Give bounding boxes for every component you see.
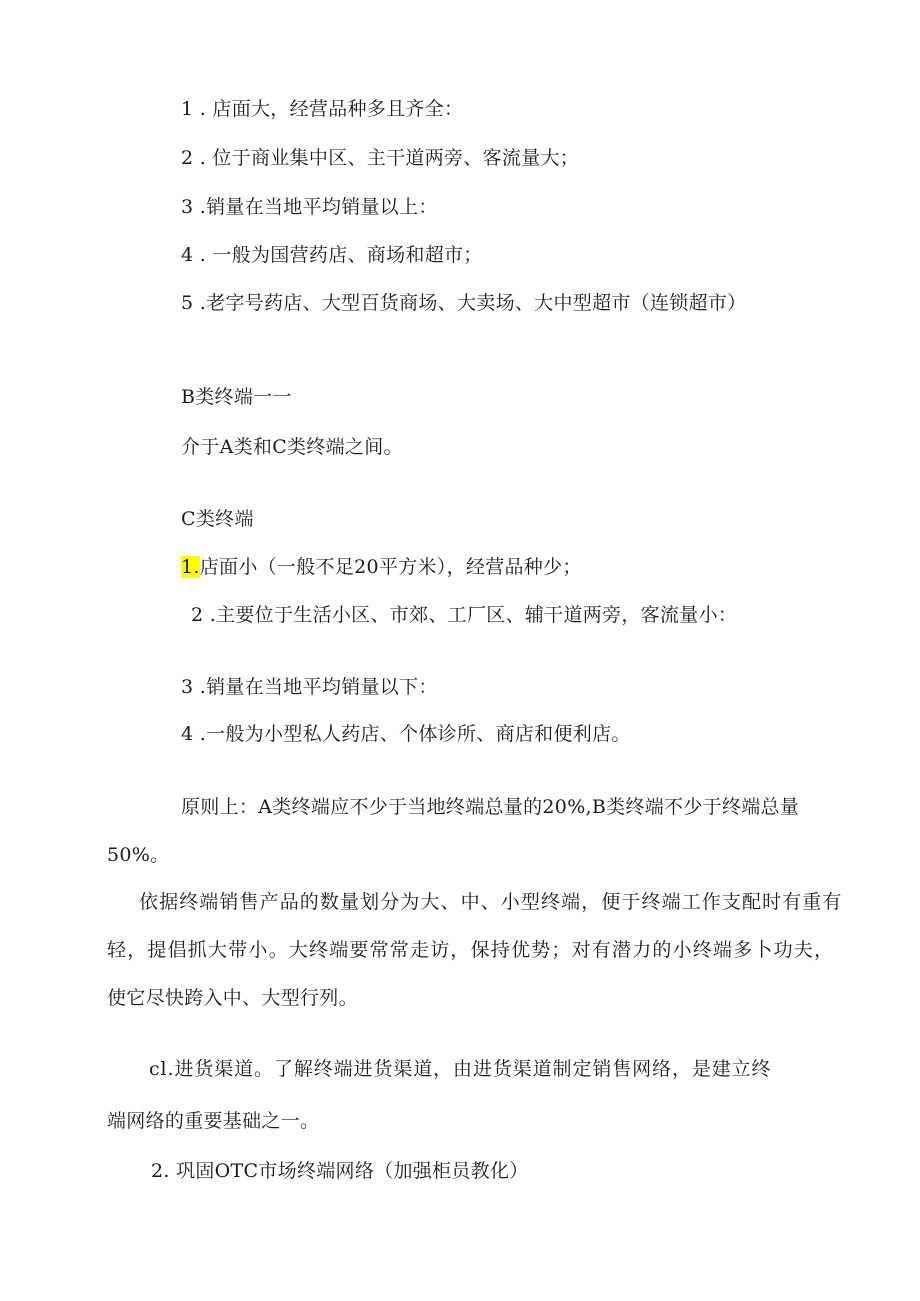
volume-para-line-1: 依据终端销售产品的数量划分为大、中、小型终端，便于终端工作支配时有重有 xyxy=(139,891,843,913)
b-class-heading: B类终端一一 xyxy=(181,386,292,408)
c-class-item-1 xyxy=(181,555,582,579)
a-class-item-5: 5 .老字号药店、大型百货商场、大卖场、大中型超市（连锁超市） xyxy=(181,292,747,314)
a-class-item-3: 3 .销量在当地平均销量以上： xyxy=(181,196,438,218)
c-class-heading: C类终端 xyxy=(181,508,254,530)
c-class-item-4: 4 .一般为小型私人药店、个体诊所、商店和便利店。 xyxy=(181,723,631,745)
principle-line-1: 原则上：A类终端应不少于当地终端总量的20%,B类终端不少于终端总量 xyxy=(181,796,800,818)
section-2-heading: 2. 巩固OTC市场终端网络（加强柜员教化） xyxy=(151,1160,529,1182)
b-class-description: 介于A类和C类终端之间。 xyxy=(181,436,403,458)
c-class-item-3: 3 .销量在当地平均销量以下： xyxy=(181,676,438,698)
volume-para-line-3: 使它尽快跨入中、大型行列。 xyxy=(107,987,358,1009)
a-class-item-2: 2 . 位于商业集中区、主干道两旁、客流量大； xyxy=(181,147,580,169)
a-class-item-4: 4 . 一般为国营药店、商场和超市； xyxy=(181,244,483,266)
highlighted-number: 1. xyxy=(181,556,200,578)
principle-line-2: 50%。 xyxy=(107,844,170,866)
a-class-item-1: 1 . 店面大，经营品种多且齐全： xyxy=(181,98,464,120)
c-class-item-1-text: 店面小（一般不足20平方米），经营品种少； xyxy=(199,556,582,578)
volume-para-line-2: 轻，提倡抓大带小。大终端要常常走访，保持优势；对有潜力的小终端多卜功夫， xyxy=(107,939,835,961)
channel-para-line-1: cl.进货渠道。了解终端进货渠道，由进货渠道制定销售网络，是建立终 xyxy=(149,1058,772,1080)
channel-para-line-2: 端网络的重要基础之一。 xyxy=(107,1110,320,1132)
c-class-item-2: 2 .主要位于生活小区、市郊、工厂区、辅干道两旁，客流量小： xyxy=(191,604,738,626)
